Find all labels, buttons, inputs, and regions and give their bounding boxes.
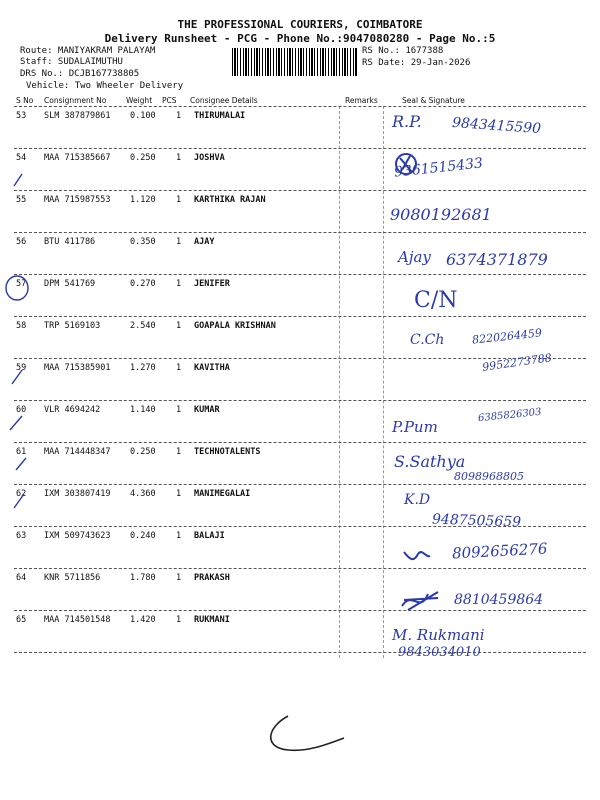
row-divider bbox=[14, 316, 586, 317]
col-header-weight: Weight bbox=[126, 96, 153, 105]
row-consignee: KUMAR bbox=[194, 405, 220, 415]
col-header-pcs: PCS bbox=[162, 96, 177, 105]
row-consignee: GOAPALA KRISHNAN bbox=[194, 321, 276, 331]
col-header-consignee: Consignee Details bbox=[190, 96, 258, 105]
row-divider bbox=[14, 274, 586, 275]
handwritten-phone: 9952273788 bbox=[481, 351, 553, 374]
row-sno: 61 bbox=[16, 447, 27, 457]
row-pcs: 1 bbox=[176, 405, 182, 415]
row-weight: 0.250 bbox=[130, 153, 156, 163]
col-header-remarks: Remarks bbox=[345, 96, 378, 105]
row-consignee: THIRUMALAI bbox=[194, 111, 246, 121]
row-sno: 58 bbox=[16, 321, 27, 331]
handwritten-phone: 6374371879 bbox=[446, 250, 548, 269]
row-divider bbox=[14, 610, 586, 611]
handwritten-signature: M. Rukmani bbox=[392, 626, 485, 644]
row-pcs: 1 bbox=[176, 615, 182, 625]
handwritten-phone: 8220264459 bbox=[471, 326, 543, 347]
row-consignee: KAVITHA bbox=[194, 363, 230, 373]
row-sno: 65 bbox=[16, 615, 27, 625]
row-consignment-no: VLR 4694242 bbox=[44, 405, 101, 415]
handwritten-phone: 8810459864 bbox=[454, 592, 544, 608]
drs-info: DRS No.: DCJB167738805 bbox=[20, 69, 140, 79]
row-sno: 63 bbox=[16, 531, 27, 541]
barcode-image bbox=[232, 48, 358, 76]
row-weight: 0.270 bbox=[130, 279, 156, 289]
row-sno: 54 bbox=[16, 153, 27, 163]
row-divider bbox=[14, 568, 586, 569]
row-weight: 1.420 bbox=[130, 615, 156, 625]
handwritten-scribble-mark bbox=[398, 588, 448, 616]
row-sno: 62 bbox=[16, 489, 27, 499]
row-divider bbox=[14, 232, 586, 233]
row-consignment-no: KNR 5711856 bbox=[44, 573, 101, 583]
row-weight: 0.100 bbox=[130, 111, 156, 121]
vehicle-info: Vehicle: Two Wheeler Delivery bbox=[26, 81, 184, 91]
row-pcs: 1 bbox=[176, 447, 182, 457]
row-weight: 0.350 bbox=[130, 237, 156, 247]
route-info: Route: MANIYAKRAM PALAYAM bbox=[20, 46, 156, 56]
handwritten-phone: 9080192681 bbox=[390, 205, 492, 224]
row-weight: 0.250 bbox=[130, 447, 156, 457]
row-consignee: AJAY bbox=[194, 237, 215, 247]
row-sno: 57 bbox=[16, 279, 27, 289]
row-weight: 2.540 bbox=[130, 321, 156, 331]
runsheet-title: THE PROFESSIONAL COURIERS, COIMBATORE bbox=[177, 18, 423, 31]
row-consignee: PRAKASH bbox=[194, 573, 230, 583]
handwritten-phone: 9361515433 bbox=[393, 155, 484, 181]
handwritten-signature: R.P. bbox=[392, 112, 422, 131]
handwritten-cn-mark: C/N bbox=[414, 288, 458, 313]
handwritten-tick-mark bbox=[400, 540, 450, 570]
margin-pen-marks bbox=[0, 0, 40, 800]
handwritten-signature: S.Sathya bbox=[394, 452, 466, 471]
row-pcs: 1 bbox=[176, 237, 182, 247]
staff-info: Staff: SUDALAIMUTHU bbox=[20, 57, 123, 67]
row-pcs: 1 bbox=[176, 363, 182, 373]
row-consignment-no: MAA 715385901 bbox=[44, 363, 111, 373]
rs-date: RS Date: 29-Jan-2026 bbox=[362, 58, 471, 68]
row-sno: 59 bbox=[16, 363, 27, 373]
row-consignee: TECHNOTALENTS bbox=[194, 447, 261, 457]
row-pcs: 1 bbox=[176, 573, 182, 583]
col-header-sno: S No bbox=[16, 96, 34, 105]
row-consignee: JOSHVA bbox=[194, 153, 225, 163]
row-consignment-no: TRP 5169103 bbox=[44, 321, 101, 331]
row-sno: 60 bbox=[16, 405, 27, 415]
row-divider bbox=[14, 190, 586, 191]
handwritten-phone: 9843034010 bbox=[398, 645, 481, 660]
row-pcs: 1 bbox=[176, 153, 182, 163]
row-pcs: 1 bbox=[176, 489, 182, 499]
handwritten-phone: 9843415590 bbox=[451, 114, 542, 138]
handwritten-phone: 6385826303 bbox=[477, 406, 543, 425]
row-weight: 0.240 bbox=[130, 531, 156, 541]
row-weight: 4.360 bbox=[130, 489, 156, 499]
row-sno: 56 bbox=[16, 237, 27, 247]
row-divider bbox=[14, 106, 586, 107]
row-sno: 55 bbox=[16, 195, 27, 205]
row-sno: 64 bbox=[16, 573, 27, 583]
row-divider bbox=[14, 484, 586, 485]
row-consignment-no: DPM 541769 bbox=[44, 279, 96, 289]
handwritten-signature: P.Pum bbox=[392, 418, 438, 436]
col-header-consignment: Consignment No bbox=[44, 96, 107, 105]
bottom-signature-mark bbox=[258, 708, 348, 758]
handwritten-signature: K.D bbox=[404, 492, 431, 508]
row-divider bbox=[14, 400, 586, 401]
row-consignment-no: IXM 509743623 bbox=[44, 531, 111, 541]
row-divider bbox=[14, 148, 586, 149]
handwritten-phone: 9487505659 bbox=[431, 511, 522, 531]
row-divider bbox=[14, 652, 586, 653]
row-divider bbox=[14, 442, 586, 443]
column-divider bbox=[383, 106, 384, 658]
row-consignment-no: MAA 714501548 bbox=[44, 615, 111, 625]
row-pcs: 1 bbox=[176, 279, 182, 289]
row-consignee: JENIFER bbox=[194, 279, 230, 289]
row-consignment-no: MAA 714448347 bbox=[44, 447, 111, 457]
row-pcs: 1 bbox=[176, 321, 182, 331]
row-sno: 53 bbox=[16, 111, 27, 121]
column-divider bbox=[339, 106, 340, 658]
row-consignment-no: IXM 303807419 bbox=[44, 489, 111, 499]
handwritten-phone: 8092656276 bbox=[451, 539, 548, 563]
row-weight: 1.780 bbox=[130, 573, 156, 583]
rs-number: RS No.: 1677388 bbox=[362, 46, 444, 56]
row-pcs: 1 bbox=[176, 195, 182, 205]
row-pcs: 1 bbox=[176, 111, 182, 121]
row-consignee: BALAJI bbox=[194, 531, 225, 541]
row-consignee: RUKMANI bbox=[194, 615, 230, 625]
row-consignment-no: SLM 387879861 bbox=[44, 111, 111, 121]
row-consignment-no: MAA 715385667 bbox=[44, 153, 111, 163]
handwritten-signature: C.Ch bbox=[410, 332, 445, 348]
row-weight: 1.120 bbox=[130, 195, 156, 205]
runsheet-subtitle: Delivery Runsheet - PCG - Phone No.:9047080280 - Page No.:5 bbox=[104, 32, 496, 45]
row-consignee: KARTHIKA RAJAN bbox=[194, 195, 266, 205]
handwritten-signature: Ajay bbox=[398, 248, 431, 266]
row-weight: 1.270 bbox=[130, 363, 156, 373]
row-consignee: MANIMEGALAI bbox=[194, 489, 251, 499]
row-weight: 1.140 bbox=[130, 405, 156, 415]
row-consignment-no: MAA 715987553 bbox=[44, 195, 111, 205]
col-header-signature: Seal & Signature bbox=[402, 96, 465, 105]
row-consignment-no: BTU 411786 bbox=[44, 237, 96, 247]
handwritten-phone: 8098968805 bbox=[454, 470, 524, 483]
row-pcs: 1 bbox=[176, 531, 182, 541]
